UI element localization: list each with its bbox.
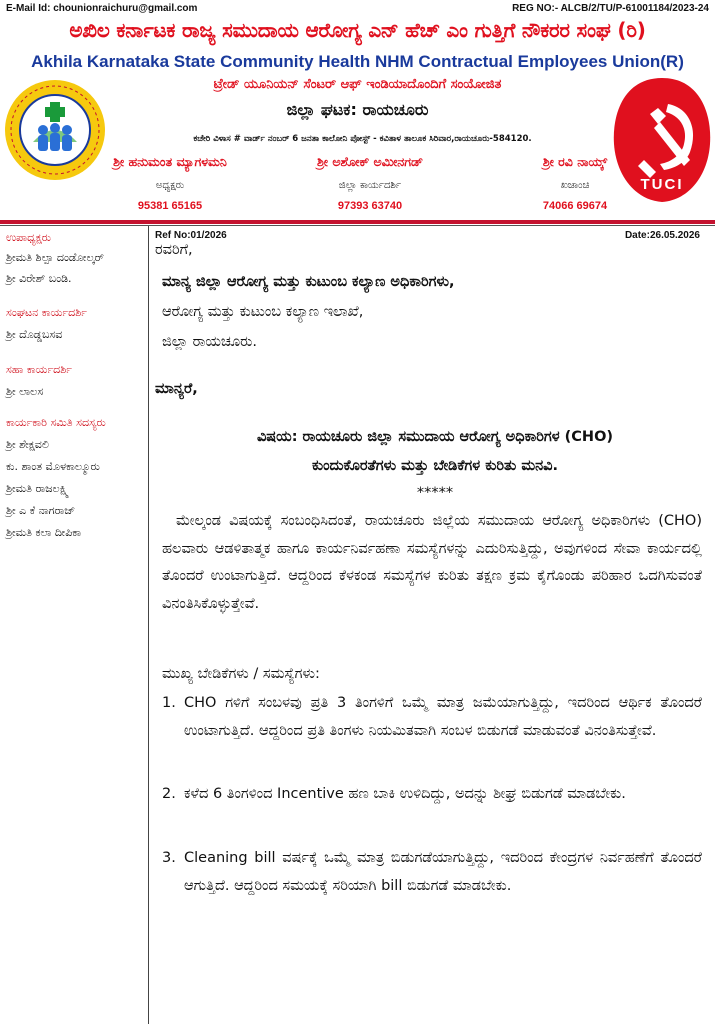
executive-heading: ಕಾರ್ಯಕಾರಿ ಸಮಿತಿ ಸದಸ್ಯರು — [6, 416, 106, 429]
demand-3-number: 3. — [162, 850, 176, 866]
president-phone: 95381 65165 — [137, 200, 203, 212]
executive-member-2: ಕು. ಶಾಂತ ಮೊಳಕಾಲ್ಮೂರು — [6, 460, 100, 473]
addressee-line-2: ಆರೋಗ್ಯ ಮತ್ತು ಕುಟುಂಬ ಕಲ್ಯಾಣ ಇಲಾಖೆ, — [162, 304, 364, 320]
secretary-name: ಶ್ರೀ ಅಶೋಕ್ ಅಮೀನಗಡ್ — [316, 154, 424, 169]
subject-line-1: ವಿಷಯ: ರಾಯಚೂರು ಜಿಲ್ಲಾ ಸಮುದಾಯ ಆರೋಗ್ಯ ಅಧಿಕಾರಿಗಳ (CHO) — [256, 429, 614, 445]
salutation: ಮಾನ್ಯರೆ, — [155, 381, 198, 397]
executive-member-5: ಶ್ರೀಮತಿ ಕಲಾ ದೀಪಿಕಾ — [6, 526, 82, 539]
registration-number: REG NO:- ALCB/2/TU/P-61001184/2023-24 — [512, 3, 709, 14]
tuci-label: TUCI — [640, 176, 684, 193]
district-unit: ಜಿಲ್ಲಾ ಘಟಕ: ರಾಯಚೂರು — [286, 100, 429, 119]
office-address: ಕಚೇರಿ ವಿಳಾಸ # ವಾರ್ಡ್ ನಂಬರ್ 6 ಜನತಾ ಕಾಲೋನಿ ಪೋಸ್ಟ್ - ಕವಿತಾಳ ತಾಲೂಕ ಸಿರಿವಾರ,ರಾಯಚೂರು-584120. — [193, 134, 532, 144]
treasurer-name: ಶ್ರೀ ರವಿ ನಾಯ್ಕ್ — [542, 154, 608, 169]
treasurer-role: ಖಜಾಂಚಿ — [560, 180, 590, 191]
org-title-kannada: ಅಖಿಲ ಕರ್ನಾಟಕ ರಾಜ್ಯ ಸಮುದಾಯ ಆರೋಗ್ಯ ಎನ್ ಹೆಚ್ ಎಂ ಗುತ್ತಿಗೆ ನೌಕರರ ಸಂಘ (ರಿ) — [69, 18, 646, 42]
vice-president-1: ಶ್ರೀಮತಿ ಶಿಲ್ಪಾ ದಂಡೋಲ್ಕರ್ — [6, 251, 105, 264]
demand-1-number: 1. — [162, 695, 176, 711]
executive-member-3: ಶ್ರೀಮತಿ ರಾಜಲಕ್ಷ್ಮಿ — [6, 482, 70, 495]
email-line: E-Mail Id: chounionraichuru@gmail.com — [6, 3, 198, 14]
letter-date: Date:26.05.2026 — [624, 230, 700, 241]
treasurer-phone: 74066 69674 — [542, 200, 608, 212]
header-divider-thin — [0, 225, 715, 226]
affiliation-subtitle: ಟ್ರೇಡ್ ಯೂನಿಯನ್ ಸೆಂಟರ್ ಆಫ್ ಇಂಡಿಯಾದೊಂದಿಗೆ ಸಂಯೋಜಿತ — [213, 77, 502, 92]
reference-number: Ref No:01/2026 — [155, 230, 227, 241]
joint-secretary: ಶ್ರೀ ಲಾಲಸ — [6, 385, 44, 398]
secretary-phone: 97393 63740 — [337, 200, 403, 212]
subject-line-2: ಕುಂದುಕೊರತೆಗಳು ಮತ್ತು ಬೇಡಿಕೆಗಳ ಕುರಿತು ಮನವಿ. — [311, 458, 559, 474]
vice-president-heading: ಉಪಾಧ್ಯಕ್ಷರು — [6, 231, 52, 244]
addressee-line-1: ಮಾನ್ಯ ಜಿಲ್ಲಾ ಆರೋಗ್ಯ ಮತ್ತು ಕುಟುಂಬ ಕಲ್ಯಾಣ ಅಧಿಕಾರಿಗಳು, — [162, 274, 455, 290]
secretary-role: ಜಿಲ್ಲಾ ಕಾರ್ಯದರ್ಶಿ — [338, 180, 402, 191]
addressee-intro: ರವರಿಗೆ, — [155, 242, 193, 258]
addressee-line-3: ಜಿಲ್ಲಾ ರಾಯಚೂರು. — [162, 334, 257, 350]
org-secretary: ಶ್ರೀ ದೊಡ್ಡಬಸವ — [6, 328, 63, 341]
demand-2-number: 2. — [162, 786, 176, 802]
demands-heading: ಮುಖ್ಯ ಬೇಡಿಕೆಗಳು / ಸಮಸ್ಯೆಗಳು: — [162, 666, 320, 682]
executive-member-4: ಶ್ರೀ ಎ ಕೆ ನಾಗರಾಜ್ — [6, 504, 76, 517]
vice-president-2: ಶ್ರೀ ವಿರೇಶ್ ಬಂಡಿ. — [6, 272, 72, 285]
header-divider — [0, 220, 715, 224]
org-secretary-heading: ಸಂಘಟನ ಕಾರ್ಯದರ್ಶಿ — [6, 306, 87, 319]
president-name: ಶ್ರೀ ಹನುಮಂತ ಮ್ಯಾಗಳಮನಿ — [113, 154, 227, 169]
president-role: ಅಧ್ಯಕ್ಷರು — [155, 180, 185, 191]
demand-3-text: Cleaning bill ವರ್ಷಕ್ಕೆ ಒಮ್ಮೆ ಮಾತ್ರ ಬಿಡುಗಡೆಯಾಗುತ್ತಿದ್ದು, ಇದರಿಂದ ಕೇಂದ್ರಗಳ ನಿರ್ವಹಣೆಗೆ ತೊಂದರೆ ಆಗುತ್ತಿದೆ. ಆದ್ದರಿಂದ ಸಮಯಕ್ಕೆ ಸರಿಯಾಗಿ bill ಬಿಡುಗಡೆ ಮಾಡಬೇಕು. — [184, 850, 702, 894]
demand-1-text: CHO ಗಳಿಗೆ ಸಂಬಳವು ಪ್ರತಿ 3 ತಿಂಗಳಿಗೆ ಒಮ್ಮೆ ಮಾತ್ರ ಜಮೆಯಾಗುತ್ತಿದ್ದು, ಇದರಿಂದ ಆರ್ಥಿಕ ತೊಂದರೆ ಉಂಟಾಗುತ್ತಿದೆ. ಆದ್ದರಿಂದ ಪ್ರತಿ ತಿಂಗಳು ನಿಯಮಿತವಾಗಿ ಸಂಬಳ ಬಿಡುಗಡೆ ಮಾಡುವಂತೆ ವಿನಂತಿಸುತ್ತೇವೆ. — [184, 695, 702, 739]
demand-2-text: ಕಳೆದ 6 ತಿಂಗಳಿಂದ Incentive ಹಣ ಬಾಕಿ ಉಳಿದಿದ್ದು, ಅದನ್ನು ಶೀಘ್ರ ಬಿಡುಗಡೆ ಮಾಡಬೇಕು. — [184, 786, 626, 802]
joint-secretary-heading: ಸಹಾ ಕಾರ್ಯದರ್ಶಿ — [6, 363, 72, 376]
subject-separator: ***** — [416, 485, 454, 501]
org-title-english: Akhila Karnataka State Community Health NHM Contractual Employees Union(R) — [31, 52, 684, 71]
sidebar-divider — [148, 226, 149, 1024]
body-paragraph: ಮೇಲ್ಕಂಡ ವಿಷಯಕ್ಕೆ ಸಂಬಂಧಿಸಿದಂತೆ, ರಾಯಚೂರು ಜಿಲ್ಲೆಯ ಸಮುದಾಯ ಆರೋಗ್ಯ ಅಧಿಕಾರಿಗಳು (CHO) ಹಲವಾರು ಆಡಳಿತಾತ್ಮಕ ಹಾಗೂ ಕಾರ್ಯನಿರ್ವಹಣಾ ಸಮಸ್ಯೆಗಳನ್ನು ಎದುರಿಸುತ್ತಿದ್ದು, ಅವುಗಳಿಂದ ಸೇವಾ ಕಾರ್ಯದಲ್ಲಿ ತೊಂದರೆ ಉಂಟಾಗುತ್ತಿದೆ. ಆದ್ದರಿಂದ ಕೆಳಕಂಡ ಸಮಸ್ಯೆಗಳ ಕುರಿತು ತಕ್ಷಣ ಕ್ರಮ ಕೈಗೊಂಡು ಪರಿಹಾರ ಒದಗಿಸುವಂತೆ ವಿನಂತಿಸಿಕೊಳ್ಳುತ್ತೇವೆ. — [162, 513, 702, 612]
executive-member-1: ಶ್ರೀ ಶೇಕ್ಷವಲಿ — [6, 438, 49, 451]
